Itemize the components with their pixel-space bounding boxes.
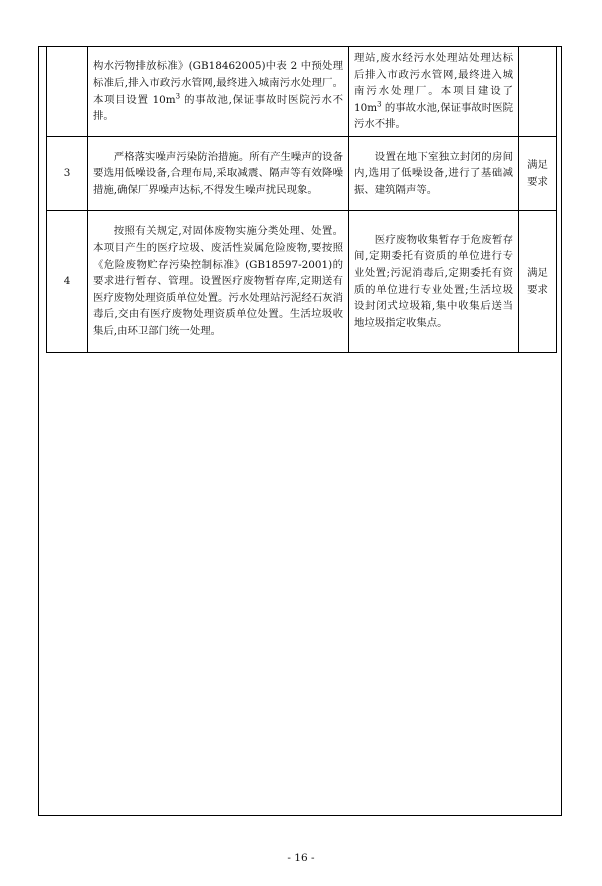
table-row bbox=[47, 137, 557, 211]
implementation-text: 理站,废水经污水处理站处理达标后排入市政污水管网,最终进入城南污水处理厂。本项目建设了 $10m^3$ 的事故水池,保证事故时医院污水不排。 bbox=[354, 52, 513, 131]
implementation-text: 医疗废物收集暂存于危废暂存间,定期委托有资质的单位进行专业处置;污泥消毒后,定期委托有资质的单位进行专业处置;生活垃圾设封闭式垃圾箱,集中收集后送当地垃圾指定收集点。 bbox=[354, 233, 513, 329]
requirement-cell bbox=[88, 211, 349, 353]
requirements-table bbox=[46, 46, 557, 353]
row-number: 4 bbox=[47, 211, 88, 353]
row-number bbox=[47, 47, 88, 137]
implementation-cell bbox=[349, 47, 519, 137]
requirement-text: 构水污物排放标准》(GB18462005)中表 2 中预处理标准后,排入市政污水管网,最终进入城南污水处理厂。本项目设置 $10m^3$ 的事故池,保证事故时医院污水不排。 bbox=[93, 60, 343, 123]
implementation-cell bbox=[349, 137, 519, 211]
result-cell: 满足要求 bbox=[519, 211, 557, 353]
result-cell: 满足要求 bbox=[519, 137, 557, 211]
requirement-text: 按照有关规定,对固体废物实施分类处理、处置。本项目产生的医疗垃圾、废活性炭属危险废物,要按照《危险废物贮存污染控制标准》(GB18597-2001)的要求进行暂存、管理。设置医疗废物暂存库,定期送有医疗废物处理资质单位处置。污水处理站污泥经石灰消毒后,交由有医疗废物处理资质单位处置。生活垃圾收集后,由环卫部门统一处理。 bbox=[93, 225, 343, 337]
table-row bbox=[47, 47, 557, 137]
row-number: 3 bbox=[47, 137, 88, 211]
requirement-cell bbox=[88, 47, 349, 137]
requirement-text: 严格落实噪声污染防治措施。所有产生噪声的设备要选用低噪设备,合理布局,采取减震、隔声等有效降噪措施,确保厂界噪声达标,不得发生噪声扰民现象。 bbox=[93, 150, 343, 196]
result-cell bbox=[519, 47, 557, 137]
implementation-text: 设置在地下室独立封闭的房间内,选用了低噪设备,进行了基础减振、建筑隔声等。 bbox=[354, 150, 513, 196]
page-number: - 16 - bbox=[287, 852, 315, 864]
requirement-cell bbox=[88, 137, 349, 211]
table-row bbox=[47, 211, 557, 353]
implementation-cell bbox=[349, 211, 519, 353]
